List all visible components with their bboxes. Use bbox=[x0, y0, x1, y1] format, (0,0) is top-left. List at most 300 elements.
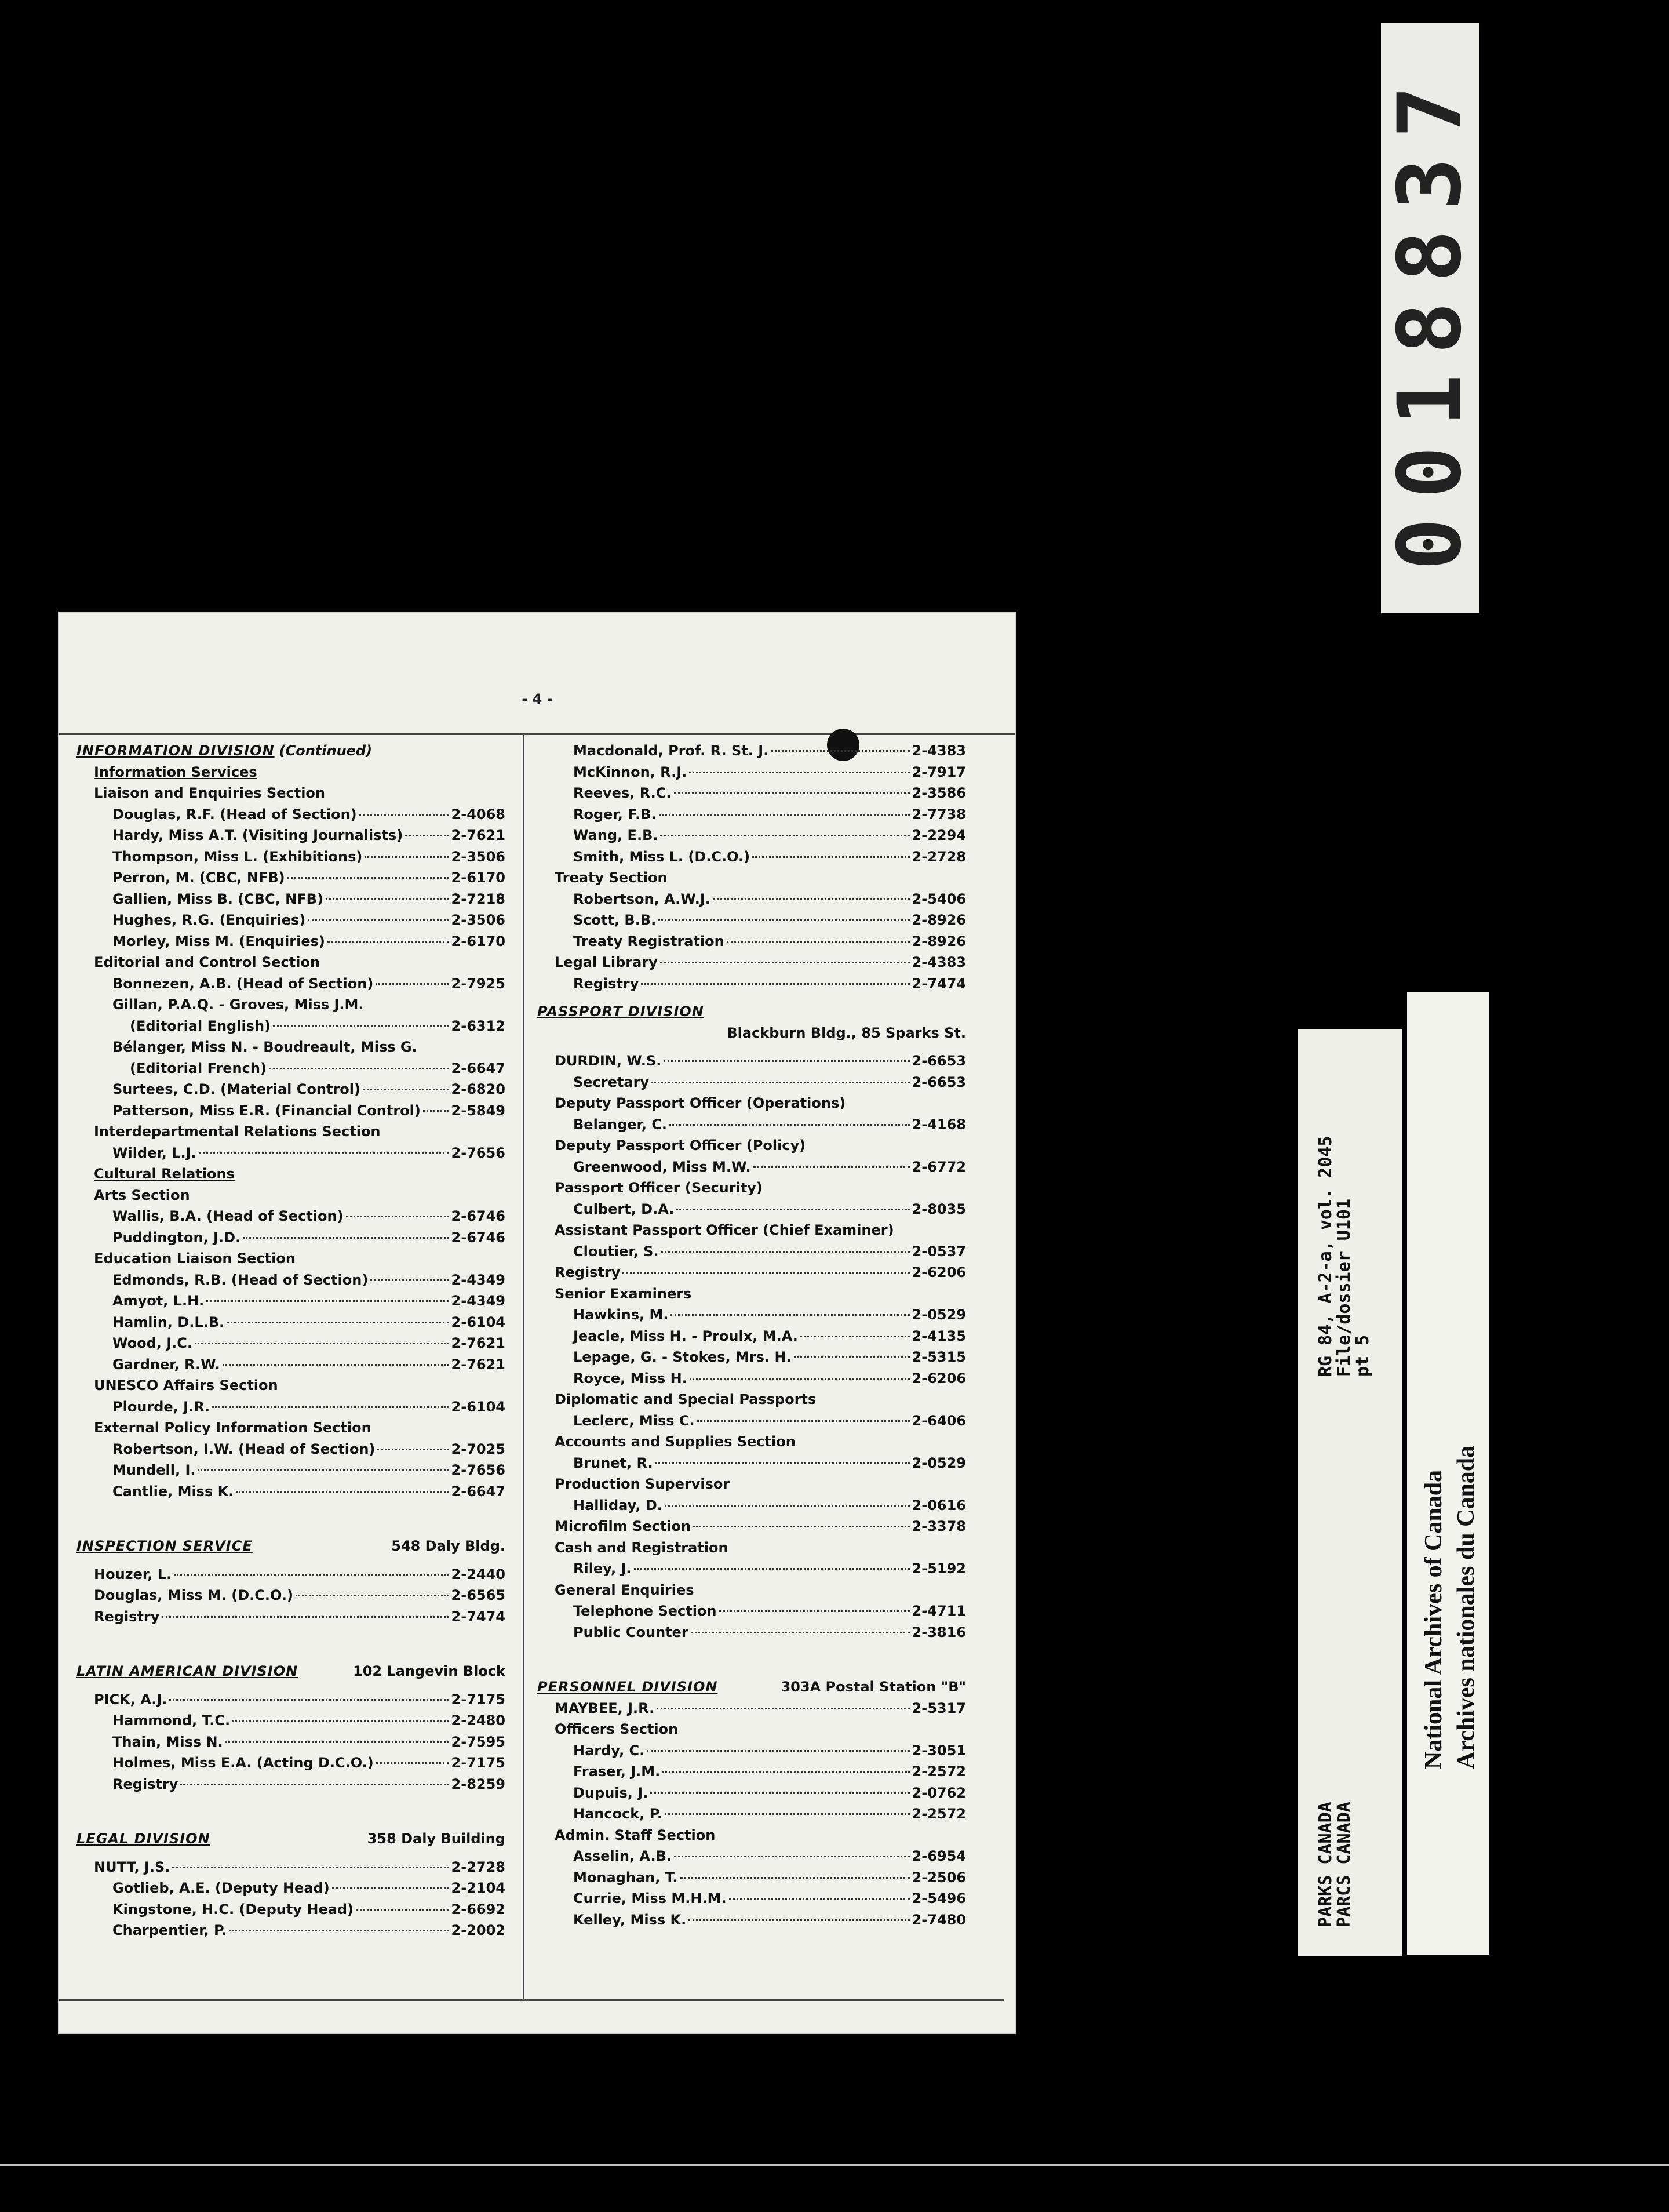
section-title: Admin. Staff Section bbox=[555, 1827, 716, 1843]
entry-name: Hamlin, D.L.B. bbox=[112, 1314, 225, 1330]
directory-entry bbox=[76, 827, 505, 849]
entry-phone: 2-7925 bbox=[451, 975, 505, 992]
directory-entry bbox=[537, 1518, 966, 1540]
entry-phone: 2-4349 bbox=[451, 1271, 505, 1288]
section-title: Editorial and Control Section bbox=[94, 954, 320, 970]
entry-phone: 2-4168 bbox=[912, 1116, 966, 1133]
dot-leader bbox=[693, 1526, 909, 1527]
directory-entry bbox=[537, 976, 966, 997]
entry-phone: 2-6565 bbox=[451, 1587, 505, 1603]
dot-leader bbox=[800, 1336, 910, 1337]
section-header bbox=[76, 743, 505, 764]
dot-leader bbox=[651, 1082, 909, 1083]
entry-phone: 2-0529 bbox=[912, 1307, 966, 1323]
directory-entry bbox=[76, 1356, 505, 1378]
section-title: Liaison and Enquiries Section bbox=[94, 785, 325, 801]
dot-leader bbox=[647, 1750, 909, 1752]
dot-leader bbox=[359, 814, 449, 816]
directory-entry bbox=[537, 1763, 966, 1785]
entry-phone: 2-6312 bbox=[451, 1017, 505, 1034]
legal-continued-list bbox=[537, 743, 966, 869]
entry-phone: 2-4349 bbox=[451, 1293, 505, 1309]
entry-name: Cantlie, Miss K. bbox=[112, 1483, 234, 1500]
inspection-list bbox=[76, 1566, 505, 1630]
dot-leader bbox=[713, 898, 910, 900]
entry-name: Wood, J.C. bbox=[112, 1335, 193, 1351]
dot-leader bbox=[405, 835, 449, 836]
section-header bbox=[76, 1831, 505, 1852]
right-column bbox=[537, 743, 966, 1933]
entry-name: Perron, M. (CBC, NFB) bbox=[112, 869, 285, 886]
division-location: 303A Postal Station "B" bbox=[781, 1679, 966, 1695]
directory-entry bbox=[537, 1742, 966, 1764]
entry-name: (Editorial English) bbox=[130, 1017, 271, 1034]
entry-name: Belanger, C. bbox=[573, 1116, 668, 1133]
entry-phone: 2-6170 bbox=[451, 869, 505, 886]
entry-name: Asselin, A.B. bbox=[573, 1848, 672, 1864]
entry-phone: 2-3816 bbox=[912, 1624, 966, 1640]
entry-phone: 2-6170 bbox=[451, 933, 505, 949]
entry-name: Holmes, Miss E.A. (Acting D.C.O.) bbox=[112, 1755, 374, 1771]
entry-name: Hardy, Miss A.T. (Visiting Journalists) bbox=[112, 827, 403, 843]
entry-phone: 2-6206 bbox=[912, 1264, 966, 1280]
entry-name: Douglas, R.F. (Head of Section) bbox=[112, 806, 357, 823]
dot-leader bbox=[660, 962, 910, 963]
entry-name: Douglas, Miss M. (D.C.O.) bbox=[94, 1587, 293, 1603]
entry-name: Telephone Section bbox=[573, 1603, 717, 1619]
entry-name: Hardy, C. bbox=[573, 1742, 645, 1759]
section-title: Production Supervisor bbox=[555, 1476, 730, 1492]
national-archives-card bbox=[1407, 992, 1489, 1955]
entry-phone: 2-7474 bbox=[912, 975, 966, 992]
entry-name: Houzer, L. bbox=[94, 1566, 172, 1582]
directory-entry bbox=[76, 1462, 505, 1483]
directory-entry bbox=[537, 1201, 966, 1223]
entry-name: Mundell, I. bbox=[112, 1462, 196, 1478]
entry-name: Macdonald, Prof. R. St. J. bbox=[573, 743, 769, 759]
division-title: LATIN AMERICAN DIVISION bbox=[76, 1663, 298, 1679]
dot-leader bbox=[225, 1741, 449, 1743]
examiner-list bbox=[537, 1307, 966, 1391]
national-archives-label: National Archives of Canada bbox=[1420, 1469, 1447, 1769]
dot-leader bbox=[287, 877, 449, 879]
directory-entry bbox=[76, 1060, 505, 1082]
directory-entry bbox=[76, 1483, 505, 1505]
division-title: INSPECTION SERVICE bbox=[76, 1538, 253, 1554]
dot-leader bbox=[326, 898, 449, 900]
dot-leader bbox=[650, 1792, 909, 1794]
entry-phone: 2-7621 bbox=[451, 1335, 505, 1351]
directory-entry bbox=[76, 933, 505, 955]
directory-entry bbox=[76, 1441, 505, 1462]
entry-phone: 2-5192 bbox=[912, 1560, 966, 1577]
division-location: 102 Langevin Block bbox=[353, 1663, 505, 1679]
directory-entry bbox=[537, 1624, 966, 1646]
entry-phone: 2-2506 bbox=[912, 1869, 966, 1886]
treaty-list bbox=[537, 891, 966, 955]
section-header bbox=[537, 1679, 966, 1700]
frame-number-strip bbox=[1381, 23, 1479, 613]
directory-entry bbox=[76, 1776, 505, 1798]
dot-leader bbox=[665, 1505, 910, 1507]
dot-leader bbox=[199, 1152, 449, 1154]
entry-phone: 2-5496 bbox=[912, 1890, 966, 1907]
directory-entry bbox=[537, 743, 966, 764]
directory-entry bbox=[76, 1922, 505, 1944]
division-title: LEGAL DIVISION bbox=[76, 1831, 210, 1847]
directory-entry bbox=[76, 1103, 505, 1124]
dot-leader bbox=[195, 1343, 449, 1344]
subsection-title: Cultural Relations bbox=[94, 1166, 235, 1182]
entry-name: Thompson, Miss L. (Exhibitions) bbox=[112, 848, 363, 865]
directory-entry bbox=[76, 1399, 505, 1420]
dot-leader bbox=[162, 1616, 449, 1618]
directory-entry bbox=[537, 954, 966, 976]
entry-phone: 2-3378 bbox=[912, 1518, 966, 1534]
directory-entry bbox=[76, 869, 505, 891]
entry-phone: 2-6746 bbox=[451, 1229, 505, 1246]
entry-phone: 2-2440 bbox=[451, 1566, 505, 1582]
external-list bbox=[76, 1441, 505, 1505]
dot-leader bbox=[727, 941, 910, 943]
dot-leader bbox=[691, 1632, 910, 1633]
dot-leader bbox=[229, 1930, 449, 1931]
entry-phone: 2-6692 bbox=[451, 1901, 505, 1918]
entry-phone: 2-2002 bbox=[451, 1922, 505, 1938]
entry-name: Bonnezen, A.B. (Head of Section) bbox=[112, 975, 374, 992]
entry-name-line: Bélanger, Miss N. - Boudreault, Miss G. bbox=[112, 1039, 417, 1055]
section-title: General Enquiries bbox=[555, 1581, 694, 1598]
directory-entry bbox=[537, 1603, 966, 1624]
dot-leader bbox=[670, 1314, 909, 1316]
dot-leader bbox=[719, 1610, 910, 1612]
entry-name: Culbert, D.A. bbox=[573, 1200, 675, 1217]
dot-leader bbox=[327, 941, 449, 943]
dot-leader bbox=[169, 1699, 449, 1701]
division-title: PASSPORT DIVISION bbox=[537, 1003, 704, 1020]
directory-entry bbox=[76, 1145, 505, 1166]
directory-entry bbox=[76, 1293, 505, 1314]
dot-leader bbox=[308, 919, 449, 921]
directory-entry bbox=[76, 1566, 505, 1588]
entry-name: Scott, B.B. bbox=[573, 912, 657, 928]
entry-phone: 2-3506 bbox=[451, 848, 505, 865]
entry-name: Microfilm Section bbox=[555, 1518, 691, 1534]
section-title: UNESCO Affairs Section bbox=[94, 1377, 278, 1394]
column-divider bbox=[523, 734, 524, 1999]
entry-phone: 2-6104 bbox=[451, 1314, 505, 1330]
dot-leader bbox=[669, 1124, 909, 1126]
dot-leader bbox=[676, 1209, 909, 1210]
entry-phone: 2-7595 bbox=[451, 1733, 505, 1750]
directory-entry bbox=[76, 1755, 505, 1776]
section-header bbox=[76, 1663, 505, 1685]
entry-name: Registry bbox=[555, 1264, 621, 1280]
directory-entry bbox=[76, 1272, 505, 1293]
education-list bbox=[76, 1272, 505, 1378]
dot-leader bbox=[243, 1237, 449, 1239]
entry-phone: 2-5317 bbox=[912, 1700, 966, 1716]
dot-leader bbox=[356, 1909, 449, 1911]
directory-entry bbox=[76, 1208, 505, 1229]
entry-name: Kelley, Miss K. bbox=[573, 1911, 687, 1928]
directory-entry bbox=[537, 1159, 966, 1180]
entry-name: Hancock, P. bbox=[573, 1806, 663, 1822]
entry-phone: 2-4135 bbox=[912, 1327, 966, 1344]
entry-phone: 2-0616 bbox=[912, 1497, 966, 1514]
entry-name: McKinnon, R.J. bbox=[573, 763, 687, 780]
directory-entry bbox=[537, 806, 966, 828]
entry-phone: 2-7621 bbox=[451, 1356, 505, 1373]
entry-phone: 2-6647 bbox=[451, 1483, 505, 1500]
entry-name: Hammond, T.C. bbox=[112, 1712, 231, 1729]
entry-phone: 2-7656 bbox=[451, 1144, 505, 1161]
directory-entry bbox=[76, 891, 505, 912]
directory-entry bbox=[76, 1880, 505, 1901]
entry-name: Riley, J. bbox=[573, 1560, 632, 1577]
dot-leader bbox=[753, 1166, 910, 1168]
entry-name: Halliday, D. bbox=[573, 1497, 662, 1514]
directory-entry bbox=[537, 1413, 966, 1434]
entry-name: Royce, Miss H. bbox=[573, 1370, 687, 1387]
archives-nationales-label: Archives nationales du Canada bbox=[1453, 1445, 1479, 1769]
section-title: Accounts and Supplies Section bbox=[555, 1434, 796, 1450]
directory-entry bbox=[537, 1497, 966, 1519]
liaison-list bbox=[76, 806, 505, 955]
left-column bbox=[76, 743, 505, 1944]
entry-name: Brunet, R. bbox=[573, 1454, 653, 1471]
entry-phone: 2-4383 bbox=[912, 954, 966, 970]
entry-name: Gotlieb, A.E. (Deputy Head) bbox=[112, 1880, 330, 1896]
section-title: Treaty Section bbox=[555, 869, 668, 886]
entry-phone: 2-7025 bbox=[451, 1440, 505, 1457]
entry-name: DURDIN, W.S. bbox=[555, 1053, 662, 1069]
entry-phone: 2-0762 bbox=[912, 1784, 966, 1801]
parcs-canada-label: PARCS CANADA bbox=[1334, 1802, 1354, 1927]
dot-leader bbox=[269, 1068, 449, 1069]
entry-phone: 2-8926 bbox=[912, 933, 966, 949]
dot-leader bbox=[660, 835, 909, 836]
legal-list bbox=[76, 1880, 505, 1944]
entry-name: MAYBEE, J.R. bbox=[555, 1700, 655, 1716]
entry-phone: 2-7218 bbox=[451, 890, 505, 907]
entry-phone: 2-4383 bbox=[912, 743, 966, 759]
directory-entry bbox=[76, 1859, 505, 1880]
dot-leader bbox=[729, 1898, 910, 1900]
entry-name: Registry bbox=[112, 1776, 178, 1792]
entry-phone: 2-0529 bbox=[912, 1454, 966, 1471]
entry-name: Secretary bbox=[573, 1074, 650, 1090]
dot-leader bbox=[674, 792, 910, 794]
entry-name: Gardner, R.W. bbox=[112, 1356, 220, 1373]
directory-entry bbox=[537, 1328, 966, 1349]
dot-leader bbox=[198, 1469, 449, 1471]
directory-page bbox=[58, 612, 1016, 2034]
entry-name: Fraser, J.M. bbox=[573, 1763, 661, 1780]
entry-name: Patterson, Miss E.R. (Financial Control) bbox=[112, 1102, 421, 1119]
dot-leader bbox=[376, 1762, 449, 1764]
section-title: Deputy Passport Officer (Operations) bbox=[555, 1095, 846, 1111]
arts-list bbox=[76, 1208, 505, 1250]
directory-entry bbox=[76, 1314, 505, 1336]
directory-entry bbox=[76, 912, 505, 933]
entry-phone: 2-2104 bbox=[451, 1880, 505, 1896]
entry-phone: 2-6653 bbox=[912, 1074, 966, 1090]
entry-name: Legal Library bbox=[555, 954, 658, 970]
directory-entry bbox=[76, 806, 505, 828]
entry-name: Puddington, J.D. bbox=[112, 1229, 241, 1246]
entry-name: Kingstone, H.C. (Deputy Head) bbox=[112, 1901, 354, 1918]
directory-entry bbox=[537, 764, 966, 785]
directory-entry bbox=[537, 785, 966, 806]
dot-leader bbox=[794, 1356, 910, 1358]
entry-phone: 2-2480 bbox=[451, 1712, 505, 1729]
subsection-title: Information Services bbox=[94, 763, 257, 780]
directory-entry bbox=[76, 1734, 505, 1755]
entry-phone: 2-8926 bbox=[912, 912, 966, 928]
entry-phone: 2-6206 bbox=[912, 1370, 966, 1387]
entry-phone: 2-5315 bbox=[912, 1349, 966, 1365]
dot-leader bbox=[622, 1272, 909, 1274]
section-title: External Policy Information Section bbox=[94, 1420, 371, 1436]
directory-entry bbox=[76, 976, 505, 997]
directory-entry bbox=[76, 1229, 505, 1251]
section-title: Interdepartmental Relations Section bbox=[94, 1123, 381, 1140]
entry-name: Hawkins, M. bbox=[573, 1307, 669, 1323]
entry-phone: 2-7656 bbox=[451, 1462, 505, 1478]
dot-leader bbox=[662, 1771, 909, 1773]
entry-name: NUTT, J.S. bbox=[94, 1858, 170, 1875]
section-title: Senior Examiners bbox=[555, 1285, 692, 1302]
section-title: Diplomatic and Special Passports bbox=[555, 1391, 817, 1407]
entry-phone: 2-3506 bbox=[451, 912, 505, 928]
entry-phone: 2-4068 bbox=[451, 806, 505, 823]
section-title: Passport Officer (Security) bbox=[555, 1180, 763, 1196]
entry-phone: 2-3051 bbox=[912, 1742, 966, 1759]
dot-leader bbox=[332, 1887, 449, 1889]
entry-name: Treaty Registration bbox=[573, 933, 724, 949]
entry-phone: 2-7621 bbox=[451, 827, 505, 843]
directory-entry bbox=[537, 1848, 966, 1869]
directory-entry bbox=[76, 1691, 505, 1713]
section-title: Education Liaison Section bbox=[94, 1250, 296, 1267]
entry-name: Charpentier, P. bbox=[112, 1922, 227, 1938]
directory-entry bbox=[537, 1455, 966, 1476]
dot-leader bbox=[664, 1060, 909, 1062]
entry-name: Dupuis, J. bbox=[573, 1784, 648, 1801]
entry-phone: 2-2728 bbox=[451, 1858, 505, 1875]
dot-leader bbox=[370, 1279, 449, 1281]
dot-leader bbox=[232, 1720, 449, 1722]
entry-phone: 2-6820 bbox=[451, 1081, 505, 1097]
dot-leader bbox=[641, 983, 909, 985]
directory-entry bbox=[76, 1587, 505, 1609]
entry-name: Hughes, R.G. (Enquiries) bbox=[112, 912, 306, 928]
officers-list bbox=[537, 1742, 966, 1827]
entry-phone: 2-4711 bbox=[912, 1603, 966, 1619]
entry-name: Lepage, G. - Stokes, Mrs. H. bbox=[573, 1349, 792, 1365]
directory-entry bbox=[76, 1901, 505, 1923]
dot-leader bbox=[377, 1449, 449, 1450]
entry-name: Wang, E.B. bbox=[573, 827, 658, 843]
entry-name: Morley, Miss M. (Enquiries) bbox=[112, 933, 325, 949]
directory-entry bbox=[537, 1074, 966, 1096]
entry-name: Greenwood, Miss M.W. bbox=[573, 1158, 751, 1175]
section-title: Officers Section bbox=[555, 1721, 679, 1737]
directory-entry bbox=[76, 1335, 505, 1356]
section-title: Deputy Passport Officer (Policy) bbox=[555, 1137, 806, 1154]
entry-phone: 2-6406 bbox=[912, 1412, 966, 1429]
dot-leader bbox=[180, 1784, 449, 1785]
entry-name: Cloutier, S. bbox=[573, 1243, 659, 1260]
directory-entry bbox=[537, 1869, 966, 1891]
entry-phone: 2-7474 bbox=[451, 1608, 505, 1625]
dot-leader bbox=[690, 1378, 910, 1380]
directory-entry bbox=[537, 1785, 966, 1806]
dot-leader bbox=[657, 1708, 909, 1709]
entry-phone: 2-7738 bbox=[912, 806, 966, 823]
parks-canada-card bbox=[1298, 1029, 1402, 1956]
section-title: Arts Section bbox=[94, 1187, 190, 1203]
entry-phone: 2-8259 bbox=[451, 1776, 505, 1792]
dot-leader bbox=[423, 1110, 449, 1112]
entry-name: Leclerc, Miss C. bbox=[573, 1412, 695, 1429]
division-title: INFORMATION DIVISION bbox=[76, 743, 275, 759]
dot-leader bbox=[346, 1216, 449, 1217]
entry-phone: 2-5849 bbox=[451, 1102, 505, 1119]
entry-name: Reeves, R.C. bbox=[573, 785, 672, 801]
directory-entry bbox=[537, 1053, 966, 1074]
dot-leader bbox=[659, 814, 910, 816]
dot-leader bbox=[174, 1574, 449, 1576]
entry-phone: 2-2572 bbox=[912, 1806, 966, 1822]
dot-leader bbox=[674, 1856, 910, 1857]
directory-entry bbox=[537, 849, 966, 870]
division-location: Blackburn Bldg., 85 Sparks St. bbox=[727, 1024, 966, 1041]
entry-name: Wilder, L.J. bbox=[112, 1144, 196, 1161]
entry-name: Currie, Miss M.H.M. bbox=[573, 1890, 727, 1907]
directory-entry bbox=[76, 1081, 505, 1103]
entry-name: Robertson, I.W. (Head of Section) bbox=[112, 1440, 376, 1457]
dot-leader bbox=[206, 1300, 449, 1302]
continued-label: (Continued) bbox=[279, 743, 373, 759]
directory-entry bbox=[76, 849, 505, 870]
dot-leader bbox=[661, 1251, 910, 1253]
entry-name: PICK, A.J. bbox=[94, 1691, 167, 1708]
division-location: 358 Daly Building bbox=[367, 1831, 505, 1847]
directory-entry bbox=[76, 1609, 505, 1630]
entry-name: Registry bbox=[573, 975, 639, 992]
entry-phone: 2-7175 bbox=[451, 1691, 505, 1708]
dot-leader bbox=[223, 1364, 449, 1366]
directory-entry bbox=[537, 1264, 966, 1286]
directory-entry bbox=[537, 1912, 966, 1933]
latin-list bbox=[76, 1712, 505, 1797]
entry-phone: 2-6647 bbox=[451, 1060, 505, 1076]
dot-leader bbox=[697, 1420, 910, 1422]
entry-name-line: Gillan, P.A.Q. - Groves, Miss J.M. bbox=[112, 996, 364, 1013]
entry-phone: 2-8035 bbox=[912, 1200, 966, 1217]
dot-leader bbox=[658, 919, 909, 921]
section-title: Assistant Passport Officer (Chief Examiner) bbox=[555, 1222, 894, 1238]
dot-leader bbox=[689, 772, 909, 773]
entry-name: Amyot, L.H. bbox=[112, 1293, 205, 1309]
division-title: PERSONNEL DIVISION bbox=[537, 1679, 718, 1695]
dot-leader bbox=[634, 1568, 910, 1570]
parks-canada-label: PARKS CANADA bbox=[1315, 1802, 1336, 1927]
entry-name: Robertson, A.W.J. bbox=[573, 890, 710, 907]
page-number: - 4 - bbox=[522, 691, 553, 707]
